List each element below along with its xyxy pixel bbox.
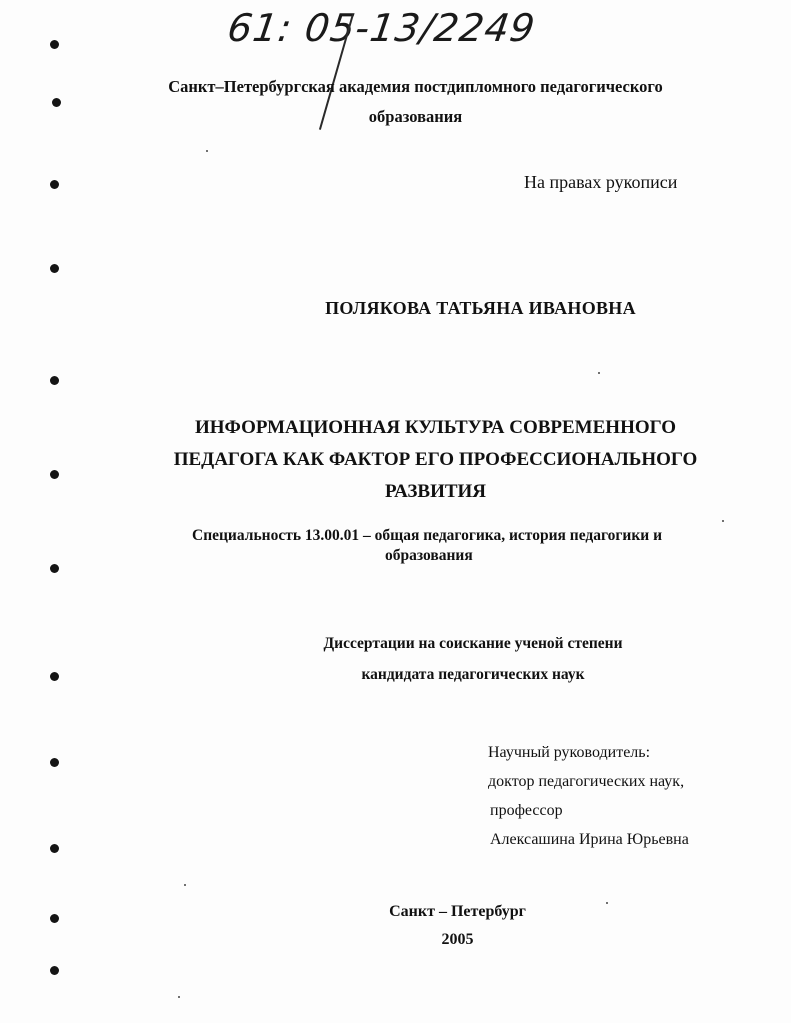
supervisor-name: Алексашина Ирина Юрьевна	[490, 831, 689, 848]
title-line-1: ИНФОРМАЦИОННАЯ КУЛЬТУРА СОВРЕМЕННОГО	[194, 417, 677, 438]
binding-hole-icon	[52, 98, 61, 107]
binding-hole-icon	[50, 564, 59, 573]
binding-hole-icon	[50, 376, 59, 385]
specialty-line-1: Специальность 13.00.01 – общая педагогика, история педагогики и	[192, 527, 663, 544]
specialty-block	[192, 526, 752, 566]
title-line-2: ПЕДАГОГА КАК ФАКТОР ЕГО ПРОФЕССИОНАЛЬНОГО	[173, 449, 698, 470]
binding-hole-icon	[50, 470, 59, 479]
supervisor-label: Научный руководитель:	[488, 744, 651, 761]
author-name-block	[0, 298, 791, 319]
scan-speck	[206, 150, 208, 152]
supervisor-degree: доктор педагогических наук,	[488, 773, 685, 790]
binding-hole-icon	[50, 966, 59, 975]
manuscript-note: На правах рукописи	[524, 172, 678, 192]
binding-hole-icon	[50, 672, 59, 681]
year: 2005	[441, 931, 474, 948]
scan-speck	[178, 996, 180, 998]
dissertation-title	[0, 412, 791, 508]
scan-speck	[184, 884, 186, 886]
supervisor-rank: профессор	[490, 802, 563, 819]
institution-line-2: образования	[368, 107, 463, 126]
binding-hole-icon	[50, 844, 59, 853]
institution-name	[0, 72, 791, 132]
scan-speck	[722, 520, 724, 522]
city-name: Санкт – Петербург	[389, 903, 526, 920]
binding-hole-icon	[50, 914, 59, 923]
scan-speck	[606, 902, 608, 904]
specialty-line-2: образования	[385, 547, 473, 564]
binding-hole-icon	[50, 40, 59, 49]
degree-line-2: кандидата педагогических наук	[361, 666, 585, 683]
archive-number-handwritten: 61: 05-13/2249	[224, 6, 539, 50]
place-year-block	[0, 898, 791, 954]
degree-line-1: Диссертации на соискание ученой степени	[323, 635, 623, 652]
title-line-3: РАЗВИТИЯ	[384, 481, 487, 502]
binding-hole-icon	[50, 180, 59, 189]
degree-block	[0, 628, 791, 690]
binding-hole-icon	[50, 758, 59, 767]
supervisor-block	[488, 738, 778, 854]
scan-speck	[598, 372, 600, 374]
binding-hole-icon	[50, 264, 59, 273]
author-name: ПОЛЯКОВА ТАТЬЯНА ИВАНОВНА	[325, 298, 636, 318]
institution-line-1: Санкт–Петербургская академия постдипломного педагогического	[168, 77, 663, 96]
